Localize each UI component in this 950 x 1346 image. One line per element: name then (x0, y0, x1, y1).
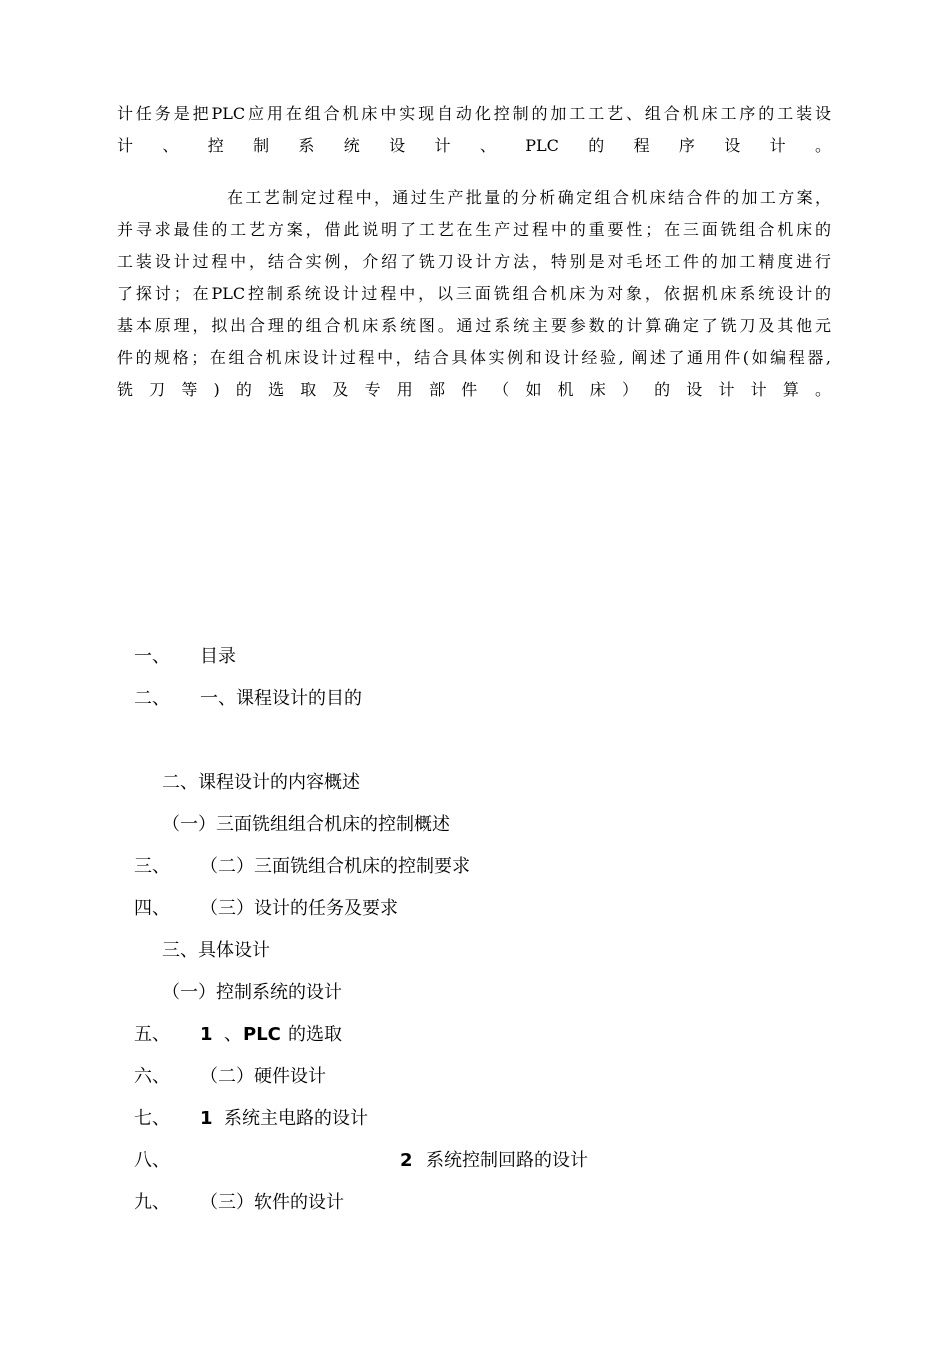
text-line: 件的规格；在组合机床设计过程中，结合具体实例和设计经验, 阐述了通用件(如编程器, (117, 348, 831, 367)
text-line: 计、控制系统设计、PLC的程序设计。 (117, 136, 831, 155)
toc-item (0, 1022, 950, 1048)
paragraph-2 (117, 182, 831, 406)
toc-number: 八、 (134, 1150, 170, 1171)
toc-number: 五、 (134, 1024, 170, 1045)
toc-separator: 、 (224, 1024, 242, 1045)
toc-text: 系统主电路的设计 (224, 1108, 368, 1129)
toc-item (0, 1106, 950, 1132)
toc-text: （三）软件的设计 (200, 1192, 344, 1213)
toc-item (0, 644, 950, 670)
toc-number: 六、 (134, 1066, 170, 1087)
toc-number: 四、 (134, 898, 170, 919)
toc-text: （二）三面铣组合机床的控制要求 (200, 856, 470, 877)
toc-item (0, 812, 950, 838)
toc-item (0, 1190, 950, 1216)
toc-item (0, 896, 950, 922)
toc-text: 一、课程设计的目的 (200, 688, 362, 709)
toc-number: 九、 (134, 1192, 170, 1213)
toc-text: （一）控制系统的设计 (162, 982, 342, 1003)
toc-text: 的选取 (288, 1024, 342, 1045)
toc-item (0, 854, 950, 880)
toc-number: 二、 (134, 688, 170, 709)
text-line: 铣刀等)的选取及专用部件（如机床）的设计计算。 (117, 380, 831, 399)
toc-item (0, 1148, 950, 1174)
toc-item (0, 980, 950, 1006)
toc-item (0, 1064, 950, 1090)
toc-number: 七、 (134, 1108, 170, 1129)
toc-item (0, 770, 950, 796)
text-line: 并寻求最佳的工艺方案，借此说明了工艺在生产过程中的重要性；在三面铣组合机床的 (117, 220, 831, 239)
text-line: 基本原理，拟出合理的组合机床系统图。通过系统主要参数的计算确定了铣刀及其他元 (117, 316, 831, 335)
toc-text: 三、具体设计 (162, 940, 270, 961)
toc-number: 三、 (134, 856, 170, 877)
toc-text: （二）硬件设计 (200, 1066, 326, 1087)
text-line: 了探讨；在PLC控制系统设计过程中，以三面铣组合机床为对象，依据机床系统设计的 (117, 284, 831, 303)
toc-bold-number: 2 (400, 1150, 413, 1171)
paragraph-1 (117, 98, 831, 162)
text-line: 工装设计过程中，结合实例，介绍了铣刀设计方法，特别是对毛坯工件的加工精度进行 (117, 252, 831, 271)
toc-bold-number: 1 (200, 1108, 213, 1129)
toc-text: 目录 (200, 646, 236, 667)
toc-text: （一）三面铣组组合机床的控制概述 (162, 814, 450, 835)
toc-text: 二、课程设计的内容概述 (162, 772, 360, 793)
toc-text: 系统控制回路的设计 (426, 1150, 588, 1171)
toc-text: （三）设计的任务及要求 (200, 898, 398, 919)
toc-bold-number: 1 (200, 1024, 213, 1045)
toc-number: 一、 (134, 646, 170, 667)
toc-item (0, 938, 950, 964)
toc-bold-label: PLC (243, 1024, 281, 1045)
toc-item (0, 686, 950, 712)
text-line: 计任务是把PLC应用在组合机床中实现自动化控制的加工工艺、组合机床工序的工装设 (117, 104, 831, 123)
text-line: 在工艺制定过程中，通过生产批量的分析确定组合机床结合件的加工方案， (227, 188, 831, 207)
